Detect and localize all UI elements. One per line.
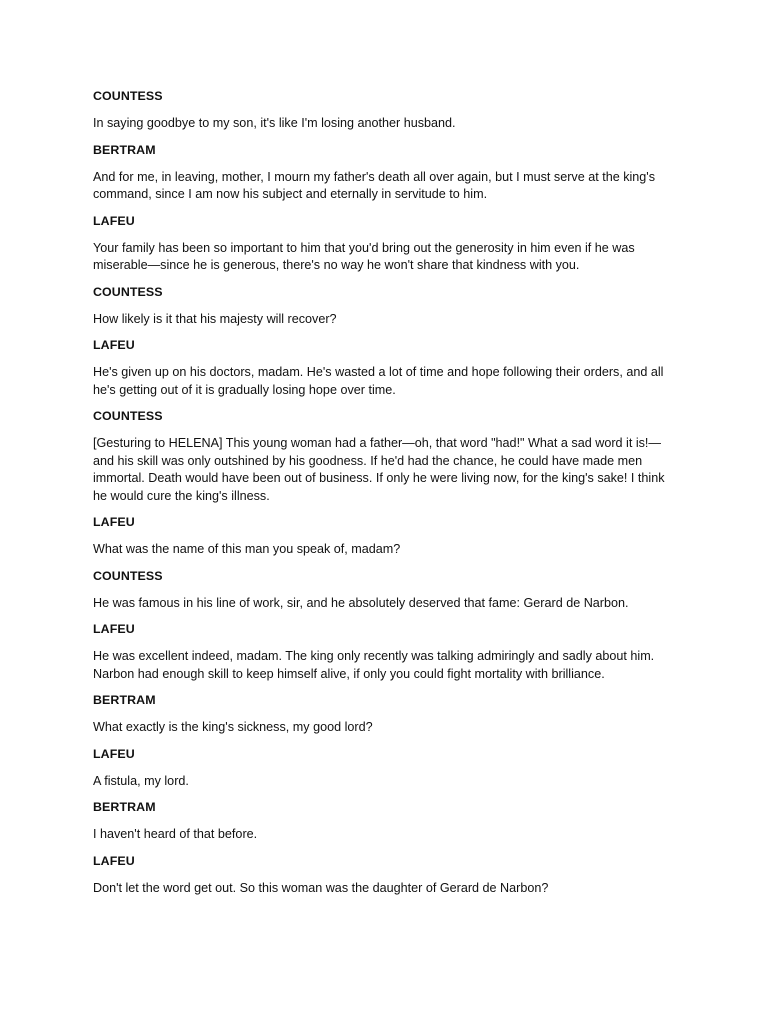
speaker-name: COUNTESS xyxy=(93,409,163,423)
speech-block xyxy=(93,799,676,844)
speaker-name: LAFEU xyxy=(93,213,135,228)
dialogue-text: What exactly is the king's sickness, my good lord? xyxy=(93,720,373,734)
dialogue-text: How likely is it that his majesty will recover? xyxy=(93,311,337,326)
dialogue-text: He was famous in his line of work, sir, and he absolutely deserved that fame: Gerard de Narbon. xyxy=(93,595,629,610)
speech-block xyxy=(93,746,676,791)
dialogue-text: He was excellent indeed, madam. The king only recently was talking admiringly and sadly about him. Narbon had enough skill to keep himself alive, if only you could fight mortality with brilliance. xyxy=(93,649,655,681)
speech-block xyxy=(93,337,676,399)
speech-block xyxy=(93,692,676,737)
speaker-name: BERTRAM xyxy=(93,693,156,707)
speaker-name: LAFEU xyxy=(93,622,135,636)
speech-block xyxy=(93,853,676,898)
dialogue-text: In saying goodbye to my son, it's like I'm losing another husband. xyxy=(93,116,456,130)
speaker-name: LAFEU xyxy=(93,515,135,529)
speaker-name: COUNTESS xyxy=(93,568,163,583)
speech-block xyxy=(93,213,676,275)
dialogue-text: What was the name of this man you speak of, madam? xyxy=(93,542,401,556)
speaker-name: COUNTESS xyxy=(93,89,163,103)
speech-block xyxy=(93,568,676,613)
dialogue-text: And for me, in leaving, mother, I mourn my father's death all over again, but I must serve at the king's command, since I am now his subject and eternally in servitude to him. xyxy=(93,169,656,201)
speaker-name: LAFEU xyxy=(93,338,135,352)
dialogue-text: He's given up on his doctors, madam. He's wasted a lot of time and hope following their orders, and all he's getting out of it is gradually losing hope over time. xyxy=(93,365,664,397)
speech-block xyxy=(93,621,676,683)
speaker-name: COUNTESS xyxy=(93,284,163,299)
speech-block xyxy=(93,142,676,204)
dialogue-text: I haven't heard of that before. xyxy=(93,827,258,841)
speaker-name: BERTRAM xyxy=(93,142,156,157)
dialogue-text: Your family has been so important to him that you'd bring out the generosity in him even if he was miserable—since he is generous, there's no way he won't share that kindness with you. xyxy=(93,240,635,272)
speech-block xyxy=(93,514,676,559)
dialogue-text: Don't let the word get out. So this woman was the daughter of Gerard de Narbon? xyxy=(93,880,549,895)
speaker-name: LAFEU xyxy=(93,853,135,868)
dialogue-text: A fistula, my lord. xyxy=(93,773,189,788)
speaker-name: LAFEU xyxy=(93,746,135,761)
speech-block xyxy=(93,88,676,133)
speech-block xyxy=(93,408,676,505)
speech-block xyxy=(93,284,676,329)
dialogue-text: [Gesturing to HELENA] This young woman had a father—oh, that word "had!" What a sad word it is!—and his skill was only outshined by his goodness. If he'd had the chance, he could have made men immortal. Death would have been out of business. If only he were living now, for the king's sake! I think he would cure the king's illness. xyxy=(93,436,665,503)
speaker-name: BERTRAM xyxy=(93,800,156,814)
